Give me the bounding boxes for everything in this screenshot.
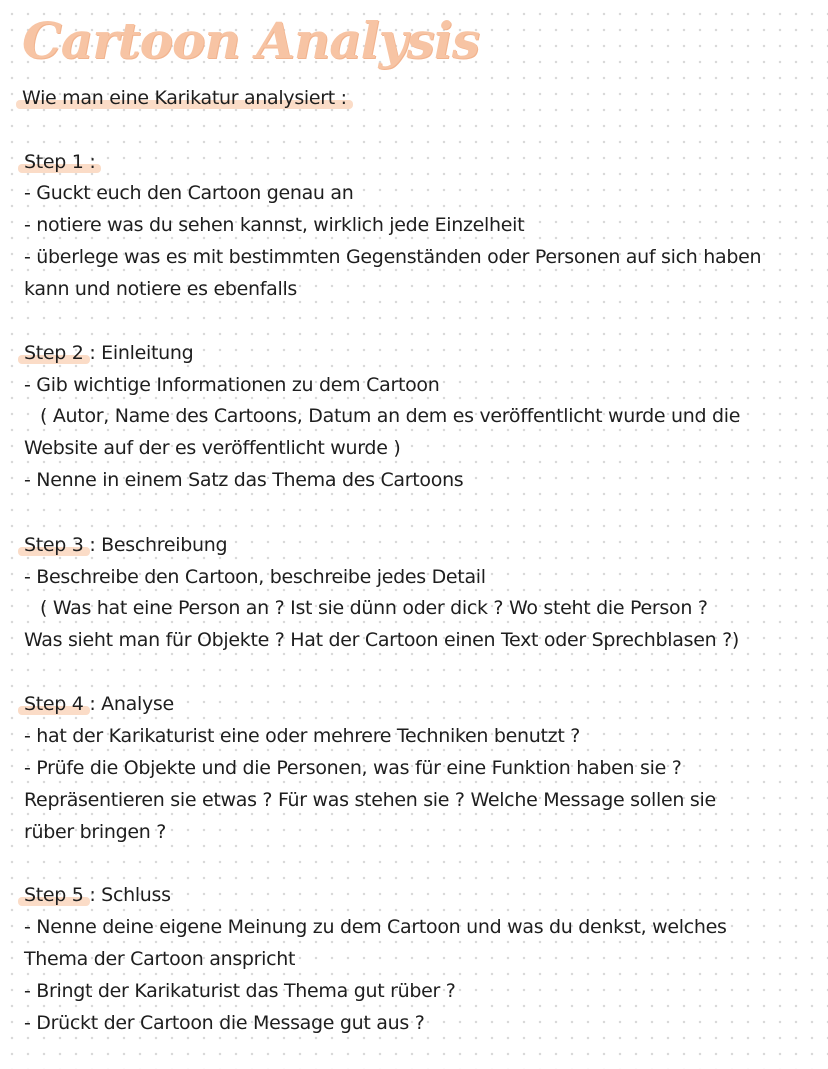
step5-line: - Bringt der Karikaturist das Thema gut rüber ? bbox=[24, 980, 456, 1002]
step4-line: - hat der Karikaturist eine oder mehrere Techniken benutzt ? bbox=[24, 725, 581, 747]
step3-line: - Beschreibe den Cartoon, beschreibe jedes Detail bbox=[24, 566, 486, 588]
step3-heading-rest: : Beschreibung bbox=[89, 534, 228, 556]
step3-heading bbox=[24, 531, 227, 559]
step2-line: - Gib wichtige Informationen zu dem Cartoon bbox=[24, 374, 440, 396]
step5-line: - Drückt der Cartoon die Message gut aus ? bbox=[24, 1012, 425, 1034]
page-title: Cartoon Analysis bbox=[22, 11, 479, 70]
step1-heading-label: Step 1 : bbox=[24, 151, 96, 173]
step4-line: Repräsentieren sie etwas ? Für was stehen sie ? Welche Message sollen sie bbox=[24, 789, 716, 811]
step3-heading-label: Step 3 bbox=[24, 534, 84, 556]
step2-heading-label: Step 2 bbox=[24, 342, 84, 364]
step5-line: - Nenne deine eigene Meinung zu dem Cartoon und was du denkst, welches bbox=[24, 916, 727, 938]
step3-line: Was sieht man für Objekte ? Hat der Cartoon einen Text oder Sprechblasen ?) bbox=[24, 629, 739, 651]
step1-line: - Guckt euch den Cartoon genau an bbox=[24, 182, 354, 204]
step4-line: - Prüfe die Objekte und die Personen, was für eine Funktion haben sie ? bbox=[24, 757, 682, 779]
step1-line: kann und notiere es ebenfalls bbox=[24, 278, 298, 300]
step5-heading-rest: : Schluss bbox=[89, 884, 171, 906]
step3-line: ( Was hat eine Person an ? Ist sie dünn oder dick ? Wo steht die Person ? bbox=[40, 597, 708, 619]
step2-line: - Nenne in einem Satz das Thema des Cartoons bbox=[24, 469, 464, 491]
step4-heading bbox=[24, 690, 174, 718]
subtitle-text: Wie man eine Karikatur analysiert : bbox=[22, 87, 347, 109]
step2-heading bbox=[24, 339, 193, 367]
step2-heading-rest: : Einleitung bbox=[89, 342, 194, 364]
step4-heading-label: Step 4 bbox=[24, 693, 84, 715]
subtitle bbox=[22, 84, 347, 112]
step5-line: Thema der Cartoon anspricht bbox=[24, 948, 296, 970]
step1-line: - überlege was es mit bestimmten Gegenständen oder Personen auf sich haben bbox=[24, 246, 762, 268]
step4-heading-rest: : Analyse bbox=[89, 693, 174, 715]
step4-line: rüber bringen ? bbox=[24, 821, 167, 843]
step2-line: ( Autor, Name des Cartoons, Datum an dem es veröffentlicht wurde und die bbox=[40, 405, 741, 427]
step2-line: Website auf der es veröffentlicht wurde ) bbox=[24, 437, 401, 459]
step1-line: - notiere was du sehen kannst, wirklich jede Einzelheit bbox=[24, 214, 525, 236]
step1-heading bbox=[24, 148, 95, 176]
step5-heading bbox=[24, 881, 171, 909]
step5-heading-label: Step 5 bbox=[24, 884, 84, 906]
